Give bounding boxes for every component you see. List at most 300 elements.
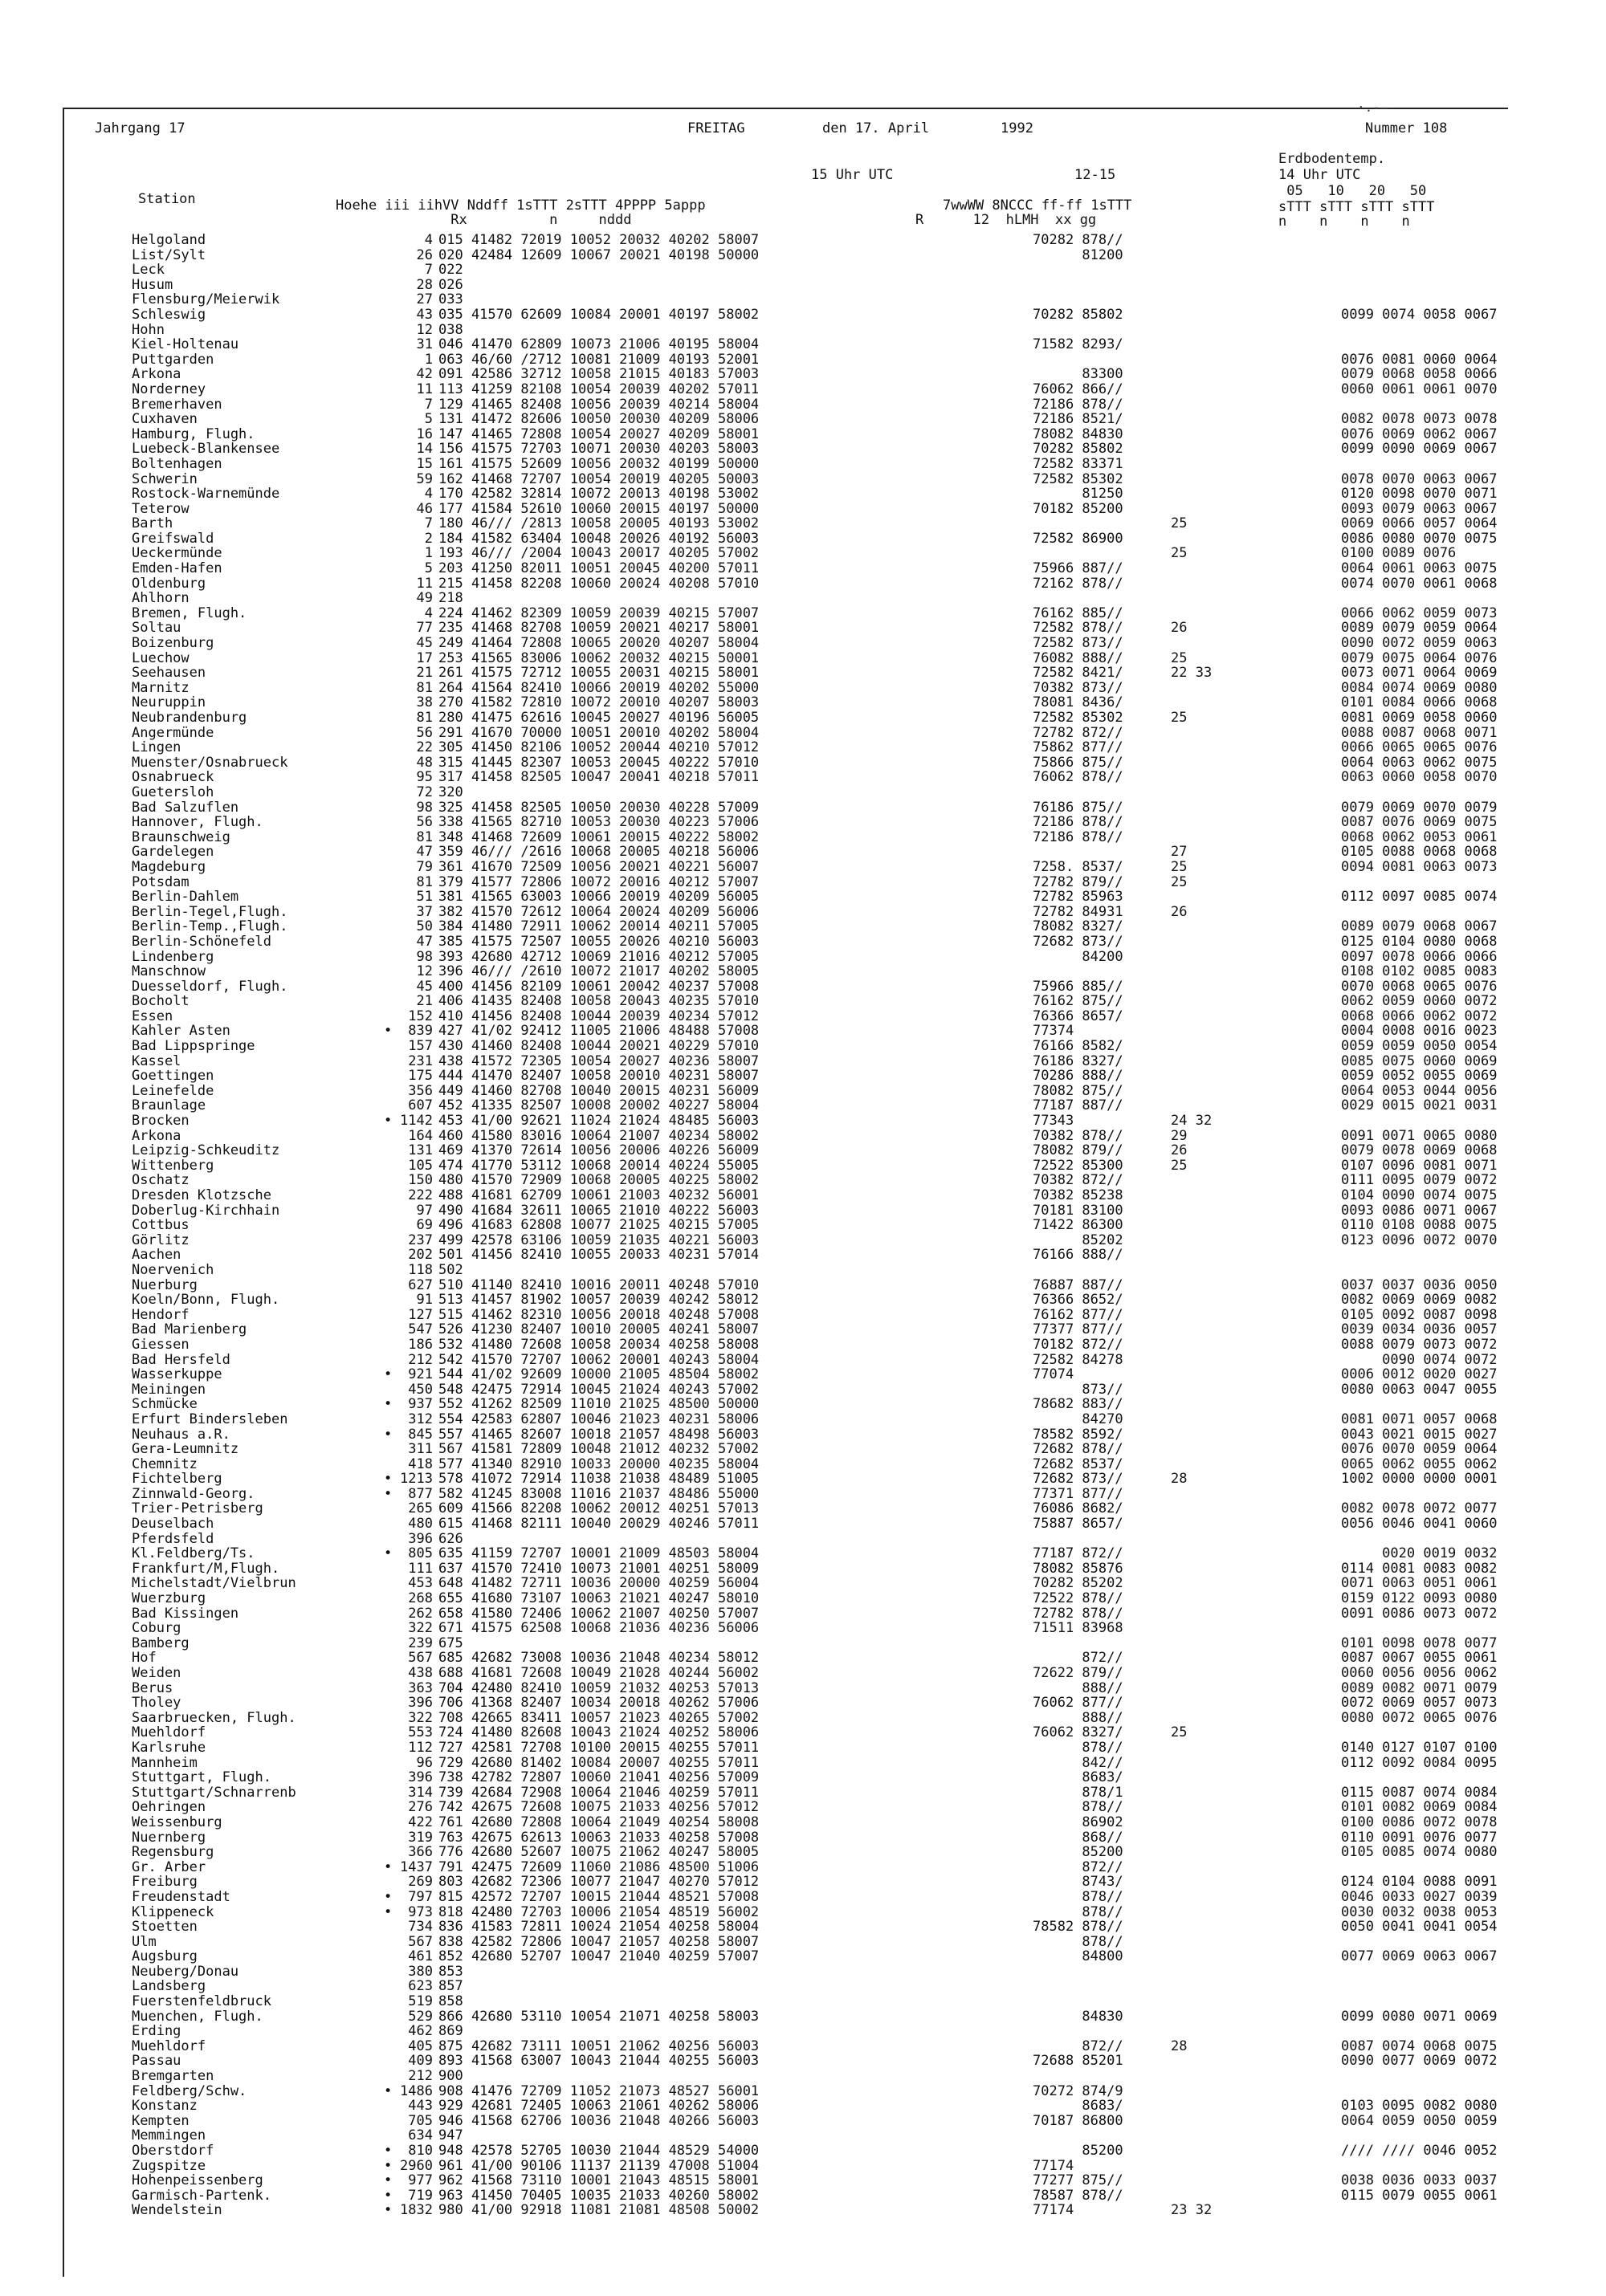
weather-groups: 70382 873// xyxy=(1033,679,1123,696)
weather-groups: 76162 877// xyxy=(1033,1306,1123,1323)
station-name: Oschatz xyxy=(132,1172,190,1189)
station-name: Seehausen xyxy=(132,665,206,682)
station-altitude: 127 xyxy=(408,1306,433,1323)
table-row xyxy=(63,591,1506,606)
station-altitude: 22 xyxy=(416,739,433,756)
table-row xyxy=(63,1979,1506,1994)
date-label: den 17. April xyxy=(822,120,930,136)
station-altitude: 547 xyxy=(408,1321,433,1338)
station-altitude: 164 xyxy=(408,1127,433,1144)
station-name: Husum xyxy=(132,276,173,293)
weather-groups: 78582 8592/ xyxy=(1033,1426,1123,1443)
soil-temps: 0140 0127 0107 0100 xyxy=(1341,1739,1498,1756)
soil-temps: 0094 0081 0063 0073 xyxy=(1341,858,1498,875)
soil-temps: 0071 0063 0051 0061 xyxy=(1341,1575,1498,1592)
table-row xyxy=(63,1546,1506,1561)
station-altitude: 111 xyxy=(408,1560,433,1577)
table-row xyxy=(63,502,1506,517)
station-altitude: 28 xyxy=(416,276,433,293)
station-name: Luebeck-Blankensee xyxy=(132,441,280,458)
synop-groups: 348 41468 72609 10061 20015 40222 58002 xyxy=(438,828,760,845)
table-row xyxy=(63,233,1506,248)
synop-groups: 609 41566 82208 10062 20012 40251 57013 xyxy=(438,1500,760,1517)
station-name: Helgoland xyxy=(132,232,206,248)
weather-groups: 76186 875// xyxy=(1033,799,1123,816)
table-row xyxy=(63,1278,1506,1293)
weather-groups: 72682 873// xyxy=(1033,1471,1123,1488)
station-name: Greifswald xyxy=(132,530,214,547)
soil-temps: 0124 0104 0088 0091 xyxy=(1341,1874,1498,1891)
station-altitude: 17 xyxy=(416,649,433,666)
synop-groups: 791 42475 72609 11060 21086 48500 51006 xyxy=(438,1858,760,1875)
weather-groups: 70282 878// xyxy=(1033,232,1123,248)
synop-groups: 361 41670 72509 10056 20021 40221 56007 xyxy=(438,858,760,875)
gust-groups: 25 xyxy=(1171,545,1188,562)
synop-groups: 249 41464 72808 10065 20020 40207 58004 xyxy=(438,635,760,652)
weather-groups: 81250 xyxy=(1033,486,1123,503)
synop-groups: 961 41/00 90106 11137 21139 47008 51004 xyxy=(438,2157,760,2174)
synop-groups: 406 41435 82408 10058 20043 40235 57010 xyxy=(438,993,760,1010)
gust-groups: 29 xyxy=(1171,1127,1188,1144)
soil-temps: 0111 0095 0079 0072 xyxy=(1341,1172,1498,1189)
main-header: Hoehe iii iihVV Nddff 1sTTT 2sTTT 4PPPP 5appp xyxy=(336,197,706,214)
station-name: Bremerhaven xyxy=(132,396,222,413)
station-name: Wendelstein xyxy=(132,2202,222,2219)
soil-temps: 0091 0071 0065 0080 xyxy=(1341,1127,1498,1144)
weather-groups: 76062 866// xyxy=(1033,381,1123,397)
synop-groups: 635 41159 72707 10001 21009 48503 58004 xyxy=(438,1545,760,1562)
station-altitude: 409 xyxy=(408,2053,433,2070)
station-name: Stoetten xyxy=(132,1919,198,1936)
table-row xyxy=(63,2114,1506,2129)
weather-groups: 75966 887// xyxy=(1033,560,1123,577)
station-name: Klippeneck xyxy=(132,1903,214,1920)
soil-temps: 0115 0079 0055 0061 xyxy=(1341,2187,1498,2204)
soil-temps: 0089 0079 0068 0067 xyxy=(1341,918,1498,935)
station-altitude: 79 xyxy=(416,858,433,875)
synop-groups: 552 41262 82509 11010 21025 48500 50000 xyxy=(438,1396,760,1413)
table-row xyxy=(63,1606,1506,1622)
station-name: Coburg xyxy=(132,1620,181,1637)
station-name: Bamberg xyxy=(132,1634,190,1651)
table-row xyxy=(63,1756,1506,1771)
station-name: Trier-Petrisberg xyxy=(132,1500,263,1517)
weather-groups: 72522 878// xyxy=(1033,1590,1123,1607)
synop-groups: 729 42680 81402 10084 20007 40255 57011 xyxy=(438,1754,760,1771)
weather-groups: 78582 878// xyxy=(1033,1919,1123,1936)
soil-temps: 0086 0080 0070 0075 xyxy=(1341,530,1498,547)
station-altitude: 265 xyxy=(408,1500,433,1517)
synop-groups: 359 46/// /2616 10068 20005 40218 56006 xyxy=(438,844,760,861)
weather-groups: 76162 875// xyxy=(1033,993,1123,1010)
station-altitude: 98 xyxy=(416,948,433,965)
station-name: Michelstadt/Vielbrun xyxy=(132,1575,296,1592)
station-name: Tholey xyxy=(132,1695,181,1712)
weather-groups: 75862 877// xyxy=(1033,739,1123,756)
station-altitude: 276 xyxy=(408,1799,433,1816)
synop-groups: 452 41335 82507 10008 20002 40227 58004 xyxy=(438,1097,760,1114)
synop-groups: 803 42682 72306 10077 21047 40270 57012 xyxy=(438,1874,760,1891)
table-row xyxy=(63,1815,1506,1830)
weather-groups: 77074 xyxy=(1033,1366,1074,1383)
station-name: Doberlug-Kirchhain xyxy=(132,1202,280,1219)
soil-temps: 0085 0075 0060 0069 xyxy=(1341,1052,1498,1069)
synop-groups: 469 41370 72614 10056 20006 40226 56009 xyxy=(438,1142,760,1159)
mountain-marker: • xyxy=(384,1426,393,1443)
table-row xyxy=(63,695,1506,710)
soil-temps: 0088 0079 0073 0072 xyxy=(1341,1336,1498,1353)
weather-groups: 76186 8327/ xyxy=(1033,1052,1123,1069)
synop-groups: 582 41245 83008 11016 21037 48486 55000 xyxy=(438,1485,760,1502)
gust-groups: 22 33 xyxy=(1171,665,1213,682)
synop-groups: 022 xyxy=(438,262,463,279)
table-row xyxy=(63,710,1506,726)
table-row xyxy=(63,785,1506,800)
weather-groups: 70182 872// xyxy=(1033,1336,1123,1353)
station-altitude: 27 xyxy=(416,291,433,308)
synop-groups: 501 41456 82410 10055 20033 40231 57014 xyxy=(438,1247,760,1264)
weather-groups: 76086 8682/ xyxy=(1033,1500,1123,1517)
soil-temps: 0097 0078 0066 0066 xyxy=(1341,948,1498,965)
weather-groups: 72582 85302 xyxy=(1033,710,1123,726)
station-name: Koeln/Bonn, Flugh. xyxy=(132,1292,280,1309)
weather-groups: 72582 873// xyxy=(1033,635,1123,652)
soil-temps: 0080 0072 0065 0076 xyxy=(1341,1709,1498,1726)
table-row xyxy=(63,412,1506,427)
weather-groups: 878// xyxy=(1033,1933,1123,1950)
synop-groups: 393 42680 42712 10069 21016 40212 57005 xyxy=(438,948,760,965)
synop-groups: 218 xyxy=(438,590,463,607)
weather-groups: 76166 888// xyxy=(1033,1247,1123,1264)
station-altitude: 973 xyxy=(408,1903,433,1920)
table-row xyxy=(63,382,1506,397)
station-name: Berlin-Tegel,Flugh. xyxy=(132,903,288,920)
gust-groups: 25 xyxy=(1171,649,1188,666)
station-altitude: 462 xyxy=(408,2023,433,2040)
synop-groups: 671 41575 62508 10068 21036 40236 56006 xyxy=(438,1620,760,1637)
soil-temps: 0114 0081 0083 0082 xyxy=(1341,1560,1498,1577)
station-altitude: 322 xyxy=(408,1620,433,1637)
table-row xyxy=(63,457,1506,472)
weather-groups: 888// xyxy=(1033,1709,1123,1726)
synop-groups: 162 41468 72707 10054 20019 40205 50003 xyxy=(438,470,760,487)
weather-groups: 78587 878// xyxy=(1033,2187,1123,2204)
synop-groups: 761 42680 72808 10064 21049 40254 58008 xyxy=(438,1814,760,1830)
weather-groups: 72186 878// xyxy=(1033,396,1123,413)
table-row xyxy=(63,845,1506,860)
table-row xyxy=(63,1919,1506,1935)
station-altitude: 14 xyxy=(416,441,433,458)
synop-groups: 578 41072 72914 11038 21038 48489 51005 xyxy=(438,1471,760,1488)
station-altitude: 81 xyxy=(416,710,433,726)
gust-groups: 28 xyxy=(1171,2037,1188,2054)
station-header: Station xyxy=(138,191,196,207)
table-row xyxy=(63,2054,1506,2069)
synop-groups: 763 42675 62613 10063 21033 40258 57008 xyxy=(438,1829,760,1846)
station-altitude: 567 xyxy=(408,1650,433,1667)
weather-groups: 76162 885// xyxy=(1033,605,1123,621)
station-altitude: 49 xyxy=(416,590,433,607)
table-row xyxy=(63,1173,1506,1188)
station-altitude: 12 xyxy=(416,321,433,338)
soil-temps: //// //// 0046 0052 xyxy=(1341,2143,1498,2159)
station-name: Muenster/Osnabrueck xyxy=(132,754,288,771)
table-row xyxy=(63,1860,1506,1875)
table-row xyxy=(63,1651,1506,1666)
station-name: Nuerburg xyxy=(132,1276,198,1293)
weather-groups: 72162 878// xyxy=(1033,575,1123,592)
soil-temps: 0056 0046 0041 0060 xyxy=(1341,1516,1498,1533)
station-altitude: 567 xyxy=(408,1933,433,1950)
weather-groups: 72186 878// xyxy=(1033,814,1123,831)
synop-groups: 193 46/// /2004 10043 20017 40205 57002 xyxy=(438,545,760,562)
synop-groups: 203 41250 82011 10051 20045 40200 57011 xyxy=(438,560,760,577)
synop-groups: 615 41468 82111 10040 20029 40246 57011 xyxy=(438,1516,760,1533)
synop-groups: 180 46/// /2813 10058 20005 40193 53002 xyxy=(438,515,760,532)
soil-temps: 0050 0041 0041 0054 xyxy=(1341,1919,1498,1936)
station-altitude: 7 xyxy=(424,262,433,279)
station-altitude: 47 xyxy=(416,933,433,950)
station-name: Karlsruhe xyxy=(132,1739,206,1756)
soil-temps: 0105 0088 0068 0068 xyxy=(1341,844,1498,861)
table-row xyxy=(63,1113,1506,1129)
soil-temps: 0064 0059 0050 0059 xyxy=(1341,2112,1498,2129)
table-row xyxy=(63,352,1506,368)
soil-temps: 0076 0069 0062 0067 xyxy=(1341,425,1498,442)
table-row xyxy=(63,1337,1506,1353)
station-name: Boizenburg xyxy=(132,635,214,652)
table-row xyxy=(63,1487,1506,1502)
table-row xyxy=(63,1084,1506,1099)
mountain-marker: • xyxy=(384,1471,393,1488)
station-name: Oldenburg xyxy=(132,575,206,592)
station-name: Hendorf xyxy=(132,1306,190,1323)
station-altitude: 43 xyxy=(416,306,433,323)
station-altitude: 81 xyxy=(416,873,433,890)
weather-groups: 8683/ xyxy=(1033,1769,1123,1786)
soil-temps: 0101 0082 0069 0084 xyxy=(1341,1799,1498,1816)
station-altitude: 810 xyxy=(408,2143,433,2159)
weather-groups: 878// xyxy=(1033,1799,1123,1816)
soil-temps: 0065 0062 0055 0062 xyxy=(1341,1455,1498,1472)
station-altitude: 4 xyxy=(424,486,433,503)
station-name: Guetersloh xyxy=(132,784,214,800)
table-row xyxy=(63,576,1506,592)
station-name: Bad Kissingen xyxy=(132,1605,239,1622)
station-name: Feldberg/Schw. xyxy=(132,2082,247,2099)
station-name: Berlin-Temp.,Flugh. xyxy=(132,918,288,935)
weather-groups: 78081 8436/ xyxy=(1033,694,1123,711)
station-name: Duesseldorf, Flugh. xyxy=(132,978,288,995)
station-altitude: 11 xyxy=(416,381,433,397)
station-name: Aachen xyxy=(132,1247,181,1264)
table-row xyxy=(63,1785,1506,1801)
table-row xyxy=(63,427,1506,442)
station-name: Bad Marienberg xyxy=(132,1321,247,1338)
soil-temps: 0029 0015 0021 0031 xyxy=(1341,1097,1498,1114)
table-row xyxy=(63,531,1506,547)
weather-groups: 72688 85201 xyxy=(1033,2053,1123,2070)
station-altitude: 319 xyxy=(408,1829,433,1846)
gust-groups: 23 32 xyxy=(1171,2202,1213,2219)
station-name: Chemnitz xyxy=(132,1455,198,1472)
synop-groups: 875 42682 73111 10051 21062 40256 56003 xyxy=(438,2037,760,2054)
weather-groups: 72582 86900 xyxy=(1033,530,1123,547)
weather-groups: 78082 875// xyxy=(1033,1082,1123,1099)
station-altitude: 937 xyxy=(408,1396,433,1413)
soil-temps: 0082 0078 0073 0078 xyxy=(1341,411,1498,428)
station-altitude: 91 xyxy=(416,1292,433,1309)
weekday-label: FREITAG xyxy=(687,120,745,136)
issue-label: Nummer 108 xyxy=(1365,120,1448,136)
station-altitude: 152 xyxy=(408,1008,433,1024)
table-row xyxy=(63,1935,1506,1950)
table-row xyxy=(63,1501,1506,1516)
year-label: 1992 xyxy=(1001,120,1033,136)
soil-temps: 0087 0076 0069 0075 xyxy=(1341,814,1498,831)
synop-groups: 291 41670 70000 10051 20010 40202 58004 xyxy=(438,724,760,741)
table-row xyxy=(63,1218,1506,1233)
weather-groups: 70382 878// xyxy=(1033,1127,1123,1144)
mountain-marker: • xyxy=(384,1113,393,1130)
station-name: Teterow xyxy=(132,500,190,517)
weather-groups: 878// xyxy=(1033,1903,1123,1920)
soil-temps: 0081 0069 0058 0060 xyxy=(1341,710,1498,726)
table-row xyxy=(63,1039,1506,1054)
station-name: Leck xyxy=(132,262,165,279)
station-altitude: 396 xyxy=(408,1530,433,1547)
mountain-marker: • xyxy=(384,1485,393,1502)
synop-groups: 026 xyxy=(438,276,463,293)
station-name: Ulm xyxy=(132,1933,157,1950)
weather-groups: 77374 xyxy=(1033,1023,1074,1040)
synop-groups: 396 46/// /2610 10072 21017 40202 58005 xyxy=(438,963,760,980)
weather-groups: 70272 874/9 xyxy=(1033,2082,1123,2099)
table-row xyxy=(63,2084,1506,2099)
synop-groups: 453 41/00 92621 11024 21024 48485 56003 xyxy=(438,1113,760,1130)
station-altitude: 1 xyxy=(424,351,433,368)
synop-groups: 147 41465 72808 10054 20027 40209 58001 xyxy=(438,425,760,442)
weather-groups: 77174 xyxy=(1033,2157,1074,2174)
station-altitude: 37 xyxy=(416,903,433,920)
table-row xyxy=(63,1203,1506,1219)
synop-groups: 131 41472 82606 10050 20030 40209 58006 xyxy=(438,411,760,428)
synop-groups: 544 41/02 92609 10000 21005 48504 58002 xyxy=(438,1366,760,1383)
corner-mark: ·.-— xyxy=(1357,100,1388,115)
soil-temps: 0090 0074 0072 xyxy=(1341,1351,1498,1368)
soil-temps: 0046 0033 0027 0039 xyxy=(1341,1888,1498,1905)
weather-groups: 78082 85876 xyxy=(1033,1560,1123,1577)
station-name: Angermünde xyxy=(132,724,214,741)
soil-temps: 0037 0037 0036 0050 xyxy=(1341,1276,1498,1293)
weather-groups: 75966 885// xyxy=(1033,978,1123,995)
table-row xyxy=(63,1098,1506,1113)
soil-temps: 0059 0059 0050 0054 xyxy=(1341,1038,1498,1055)
station-altitude: 607 xyxy=(408,1097,433,1114)
weather-groups: 70282 85802 xyxy=(1033,441,1123,458)
synop-groups: 554 42583 62807 10046 21023 40231 58006 xyxy=(438,1411,760,1427)
synop-groups: 382 41570 72612 10064 20024 40209 56006 xyxy=(438,903,760,920)
weather-groups: 70282 85802 xyxy=(1033,306,1123,323)
station-altitude: 311 xyxy=(408,1441,433,1458)
station-altitude: 5 xyxy=(424,411,433,428)
table-row xyxy=(63,292,1506,307)
weather-groups: 84270 xyxy=(1033,1411,1123,1427)
soil-temps: 0093 0086 0071 0067 xyxy=(1341,1202,1498,1219)
mountain-marker: • xyxy=(384,2082,393,2099)
station-name: Leinefelde xyxy=(132,1082,214,1099)
table-row xyxy=(63,1666,1506,1681)
table-row xyxy=(63,1532,1506,1547)
station-name: Muenchen, Flugh. xyxy=(132,2008,263,2025)
station-altitude: 56 xyxy=(416,814,433,831)
table-row xyxy=(63,442,1506,457)
station-name: Wasserkuppe xyxy=(132,1366,222,1383)
synop-groups: 430 41460 82408 10044 20021 40229 57010 xyxy=(438,1038,760,1055)
soil-utc: 14 Uhr UTC xyxy=(1278,167,1361,183)
gust-groups: 25 xyxy=(1171,1157,1188,1174)
soil-temps: 0060 0061 0061 0070 xyxy=(1341,381,1498,397)
weather-groups: 70282 85202 xyxy=(1033,1575,1123,1592)
station-altitude: 150 xyxy=(408,1172,433,1189)
table-row xyxy=(63,860,1506,875)
synop-groups: 648 41482 72711 10036 20000 40259 56004 xyxy=(438,1575,760,1592)
soil-temps: 0101 0098 0078 0077 xyxy=(1341,1634,1498,1651)
station-altitude: 314 xyxy=(408,1784,433,1801)
table-row xyxy=(63,248,1506,263)
station-name: Essen xyxy=(132,1008,173,1024)
synop-groups: 063 46/60 /2712 10081 21009 40193 52001 xyxy=(438,351,760,368)
soil-temps: 0112 0097 0085 0074 xyxy=(1341,889,1498,906)
synop-groups: 400 41456 82109 10061 20042 40237 57008 xyxy=(438,978,760,995)
soil-temps: 0108 0102 0085 0083 xyxy=(1341,963,1498,980)
weather-groups: 76366 8657/ xyxy=(1033,1008,1123,1024)
station-name: Dresden Klotzsche xyxy=(132,1187,271,1203)
volume-label: Jahrgang 17 xyxy=(95,120,185,136)
synop-groups: 962 41568 73110 10001 21043 48515 58001 xyxy=(438,2172,760,2189)
station-altitude: 47 xyxy=(416,844,433,861)
synop-groups: 857 xyxy=(438,1978,463,1995)
table-row xyxy=(63,905,1506,920)
weather-groups: 77277 875// xyxy=(1033,2172,1123,2189)
table-row xyxy=(63,2069,1506,2084)
soil-temps: 0039 0034 0036 0057 xyxy=(1341,1321,1498,1338)
mountain-marker: • xyxy=(384,2157,393,2174)
weather-groups: 872// xyxy=(1033,1858,1123,1875)
table-row xyxy=(63,472,1506,487)
station-name: Neuberg/Donau xyxy=(132,1963,239,1980)
station-altitude: 634 xyxy=(408,2127,433,2144)
table-row xyxy=(63,1382,1506,1398)
table-row xyxy=(63,889,1506,905)
soil-temps: 0082 0069 0069 0082 xyxy=(1341,1292,1498,1309)
synop-groups: 317 41458 82505 10047 20041 40218 57011 xyxy=(438,769,760,786)
weather-groups: 77174 xyxy=(1033,2202,1074,2219)
table-row xyxy=(63,1024,1506,1039)
synop-groups: 046 41470 62809 10073 21006 40195 58004 xyxy=(438,336,760,353)
synop-groups: 515 41462 82310 10056 20018 40248 57008 xyxy=(438,1306,760,1323)
table-row xyxy=(63,755,1506,771)
station-altitude: 977 xyxy=(408,2172,433,2189)
soil-temps: 0099 0080 0071 0069 xyxy=(1341,2008,1498,2025)
mountain-marker: • xyxy=(384,1545,393,1562)
station-name: Giessen xyxy=(132,1336,190,1353)
station-altitude: 1832 xyxy=(400,2202,433,2219)
soil-temps: 0059 0052 0055 0069 xyxy=(1341,1068,1498,1085)
synop-groups: 177 41584 52610 10060 20015 40197 50000 xyxy=(438,500,760,517)
synop-groups: 480 41570 72909 10068 20005 40225 58002 xyxy=(438,1172,760,1189)
table-row xyxy=(63,1845,1506,1860)
